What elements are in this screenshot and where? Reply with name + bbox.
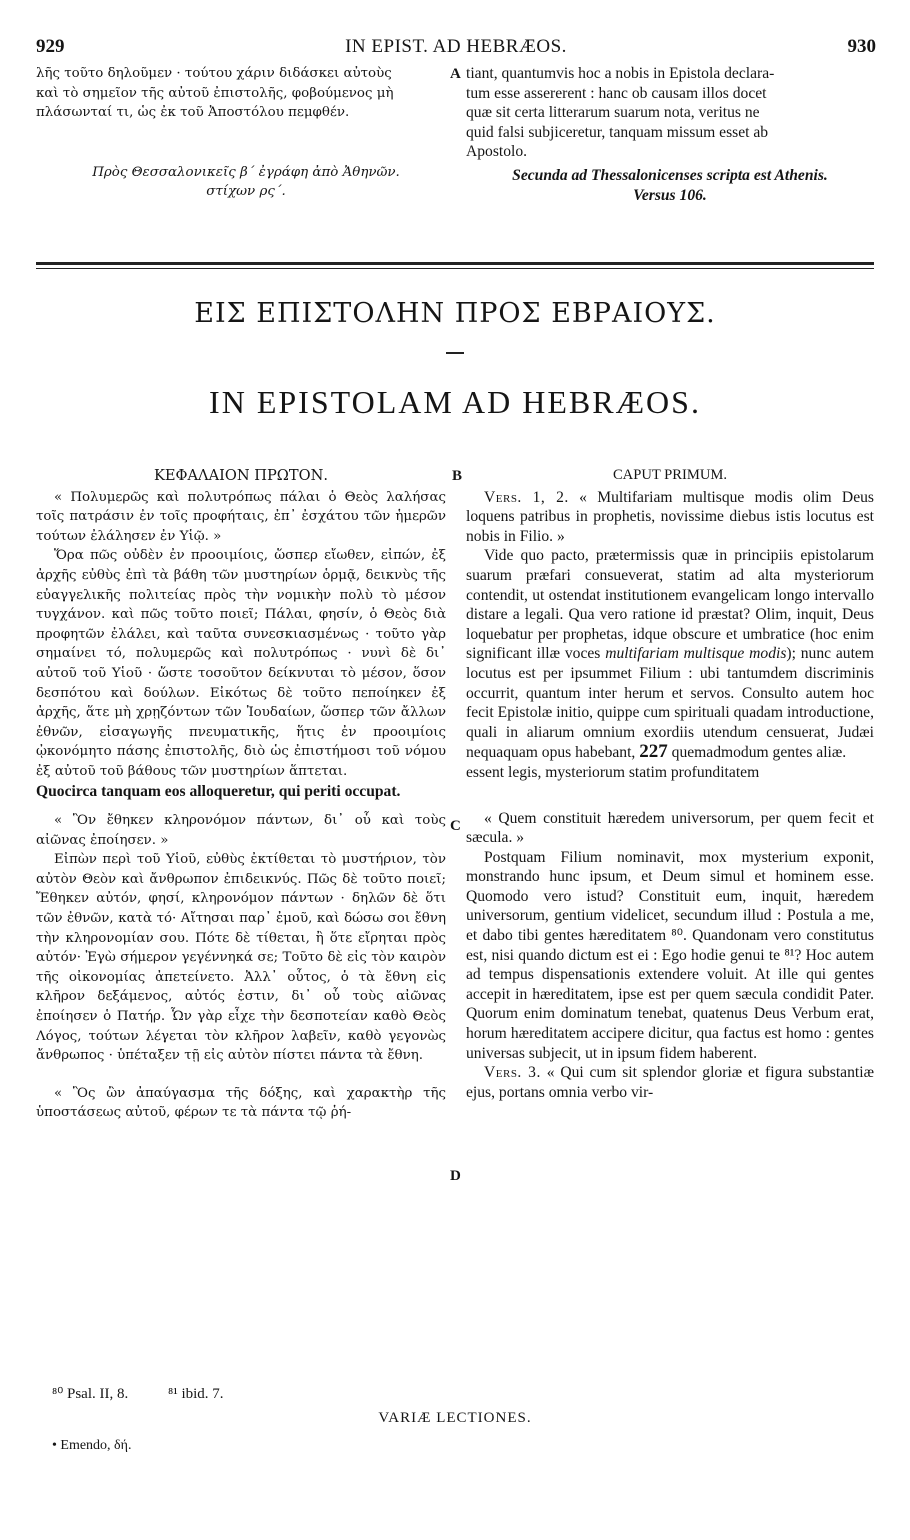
latin-chapter-heading: CAPUT PRIMUM. xyxy=(612,467,728,483)
greek-subscription: Πρὸς Θεσσαλονικεῖς β΄ ἐγράφη ἀπὸ Ἀθηνῶν. xyxy=(92,164,400,180)
column-number-227: 227 xyxy=(639,741,668,763)
running-header xyxy=(36,36,876,60)
main-latin-column xyxy=(466,466,874,1102)
latin-versus: Versus 106. xyxy=(633,186,707,204)
latin-title: IN EPISTOLAM AD HEBRÆOS. xyxy=(209,384,701,420)
margin-marker-c: C xyxy=(450,818,461,834)
main-greek-column xyxy=(36,466,446,1123)
variae-lectiones-heading: VARIÆ LECTIONES. xyxy=(378,1410,532,1426)
latin-commentary-1: Vide quo pacto, prætermissis quæ in principiis epistolarum suarum præfari consueverat, statim ad alta mysteriorum contendit, ut ostendat institutionem evangelicam longo intervallo distare a legali. Qua vero ratione id præstat? Olim, inquit, Deus loquebatur per prophetas, idque obscure et umbratice (hoc enim significant illæ voces multifariam multisque modis); nunc autem locutus est per ipsummet Filium : ubi tantumdem discriminis occurrit, quantum inter herum et servos. Consulto autem hoc fecit Epistolæ initio, quippe cum spirituali quadam introductione, quali in aliarum omnium exordiis utendum censuerat, Judæi nequaquam opus habebant, 227 quemadmodum gentes aliæ. xyxy=(466,547,874,763)
variae-lectiones-note: • Emendo, δή. xyxy=(52,1438,132,1453)
latin-subscription: Secunda ad Thessalonicenses scripta est Athenis. xyxy=(512,166,828,184)
running-title: IN EPIST. AD HEBRÆOS. xyxy=(345,36,567,57)
page-number-right: 930 xyxy=(847,36,876,57)
greek-lemma-1: « Πολυμερῶς καὶ πολυτρόπως πάλαι ὁ Θεὸς λαλήσας τοῖς πατράσιν ἐν τοῖς προφήταις, ἐπ᾽ ἐσχάτου τῶν ἡμερῶν τούτων ἐλάλησεν ἐν Υἱῷ. » xyxy=(36,489,446,544)
latin-line: tiant, quantumvis hoc a nobis in Epistola declara- xyxy=(466,65,775,82)
page-number-left: 929 xyxy=(36,36,65,57)
latin-line: quid falsi subjiceretur, tanquam missum esset ab xyxy=(466,123,769,141)
latin-lemma-2: « Quem constituit hæredem universorum, per quem fecit et sæcula. » xyxy=(466,809,874,847)
greek-stichoi: στίχων ρς΄. xyxy=(206,184,286,200)
margin-marker-d: D xyxy=(450,1168,461,1184)
greek-title: ΕΙΣ ΕΠΙΣΤΟΛΗΝ ΠΡΟΣ ΕΒΡΑΙΟΥΣ. xyxy=(194,298,716,329)
verse-ref-1-2: Vers. 1, 2. xyxy=(484,488,569,506)
greek-line: πλάσωνταί τι, ὡς ἐκ τοῦ Ἀποστόλου πεμφθέν. xyxy=(36,105,350,121)
footnotes xyxy=(52,1384,260,1403)
footnote-80: ⁸⁰ Psal. II, 8. xyxy=(52,1386,129,1402)
margin-marker-b: B xyxy=(452,468,463,484)
latin-line: tum esse assererent : hanc ob causam illos docet xyxy=(466,84,767,102)
greek-line: λῆς τοῦτο δηλοῦμεν · τούτου χάριν διδάσκει αὐτοὺς xyxy=(36,66,392,81)
latin-line: quæ sit certa litterarum suarum nota, veritus ne xyxy=(466,104,760,122)
latin-line: Apostolo. xyxy=(466,143,528,161)
top-latin-column xyxy=(466,64,874,205)
essent-line: essent legis, mysteriorum statim profunditatem xyxy=(466,763,760,781)
section-rule xyxy=(36,262,874,265)
greek-line: καὶ τὸ σημεῖον τῆς αὐτοῦ ἐπιστολῆς, φοβούμενος μὴ xyxy=(36,85,394,101)
top-greek-column xyxy=(36,64,456,202)
latin-lemma-1: « Multifariam multisque modis olim Deus loquens patribus in prophetis, novissime diebus istis locutus est nobis in Filio. » xyxy=(466,488,874,545)
quocirca-line: Quocirca tanquam eos alloqueretur, qui periti occupat. xyxy=(36,782,401,800)
greek-chapter-heading: ΚΕΦΑΛΑΙΟΝ ΠΡΩΤΟΝ. xyxy=(153,467,329,484)
greek-lemma-3: « Ὃς ὢν ἀπαύγασμα τῆς δόξης, καὶ χαρακτὴρ τῆς ὑποστάσεως αὐτοῦ, φέρων τε τὰ πάντα τῷ ῥή- xyxy=(36,1085,446,1121)
greek-lemma-2: « Ὃν ἔθηκεν κληρονόμον πάντων, δι᾽ οὗ καὶ τοὺς αἰῶνας ἐποίησεν. » xyxy=(36,813,446,848)
title-dash xyxy=(446,352,464,354)
margin-marker-a: A xyxy=(450,66,461,82)
latin-commentary-2: Postquam Filium nominavit, mox mysterium exponit, monstrando hunc ipsum, et Deum simul et hominem esse. Quomodo vero istud? Constituit eum, inquit, hæredem universorum, gentium videlicet, secundum illud : Postula a me, et dabo tibi gentes hæreditatem ⁸⁰. Quandonam vero constitutus est, nisi quando dictum est ei : Ego hodie genui te ⁸¹? Hoc autem ad tempus dispensationis extendere voluit. At ille qui gentes accepit in hæreditatem, ipse est per quem sæcula condidit Pater. Quorum enim dominatum tenebat, quatenus Deus Verbum erat, horum hæreditatem accipere dicitur, qua factus est homo : gentes universas subjecit, ut in ipsum fidem haberent. xyxy=(466,848,874,1062)
greek-commentary-2: Εἰπὼν περὶ τοῦ Υἱοῦ, εὐθὺς ἐκτίθεται τὸ μυστήριον, τὸν αὐτὸν Θεὸν καὶ ἄνθρωπον ἐπιδεικνύς. Πῶς δὲ τοῦτο ποιεῖ; Ἔθηκεν αὐτόν, φησί, κληρονόμον πάντων · δηλῶν δὲ ὅτι τῶν ἐθνῶν, κατὰ τό· Αἴτησαι παρ᾽ ἐμοῦ, καὶ δώσω σοι ἔθνη τὴν κληρονομίαν σου. Πότε δὲ τίθεται, ἢ ὅτε εἴρηται πρὸς αὐτόν· Ἐγὼ σήμερον γεγέννηκά σε; Τοῦτο δὲ εἰς τὸν καιρὸν τῆς οἰκονομίας ἀπετείνετο. Ἀλλ᾽ οὗτος, ὁ τὰ ἔθνη εἰς κλῆρον δεξάμενος, αὐτός ἐστιν, δι᾽ οὗ τοὺς αἰῶνας ἐποίησεν ὁ Πατήρ. Ὧν γὰρ εἶχε τὴν δεσποτείαν καθὸ Θεὸς Λόγος, τούτων λέγεται τὸν κλῆρον λαβεῖν, καθὸ γεγονὼς ἄνθρωπος · ὑπέταξεν τῇ εἰς αὐτὸν πίστει πάντα τὰ ἔθνη. xyxy=(36,852,446,1064)
section-rule-thin xyxy=(36,268,874,269)
latin-lemma-3: « Qui cum sit splendor gloriæ et figura substantiæ ejus, portans omnia verbo vir- xyxy=(466,1064,874,1101)
verse-ref-3: Vers. 3. xyxy=(484,1064,541,1082)
greek-commentary-1: Ὅρα πῶς οὐδὲν ἐν προοιμίοις, ὥσπερ εἴωθεν, εἰπών, ἐξ ἀρχῆς εὐθὺς ἐπὶ τὰ βάθη τῶν μυστηρίων ὁρμᾷ, δεικνὺς τῆς εὐαγγελικῆς πολιτείας πρὸς τὴν νομικὴν πολὺ τὸ μέσον τυγχάνον. καὶ πῶς τοῦτο ποιεῖ; Πάλαι, φησίν, ὁ Θεὸς διὰ προφητῶν ἐλάλει, καὶ ταῦτα συνεσκιασμένως · τοῦτο γὰρ σημαίνει τό, πολυμερῶς καὶ πολυτρόπως · νυνὶ δὲ δι᾽ αὐτοῦ τοῦ Υἱοῦ · ὥστε τοσοῦτον δείκνυται τὸ μέσον, ὅσον δεσπότου καὶ δούλων. Εἰκότως δὲ τοῦτο πεποίηκεν ἐξ ἀρχῆς, ἅτε μὴ χρῃζόντων τῶν Ἰουδαίων, ὥσπερ τῶν ἄλλων ἐθνῶν, εἰσαγωγῆς πνευματικῆς, ἥτις ἐν προοιμίοις ᾠκονόμητο πάσης ἐπιστολῆς, διὸ ὡς ἐπιστήμοσι τοῦ νόμου ἐξ αὐτοῦ τοῦ βάθους τῶν μυστηρίων ἅπτεται. xyxy=(36,548,446,779)
footnote-81: ⁸¹ ibid. 7. xyxy=(168,1386,224,1402)
